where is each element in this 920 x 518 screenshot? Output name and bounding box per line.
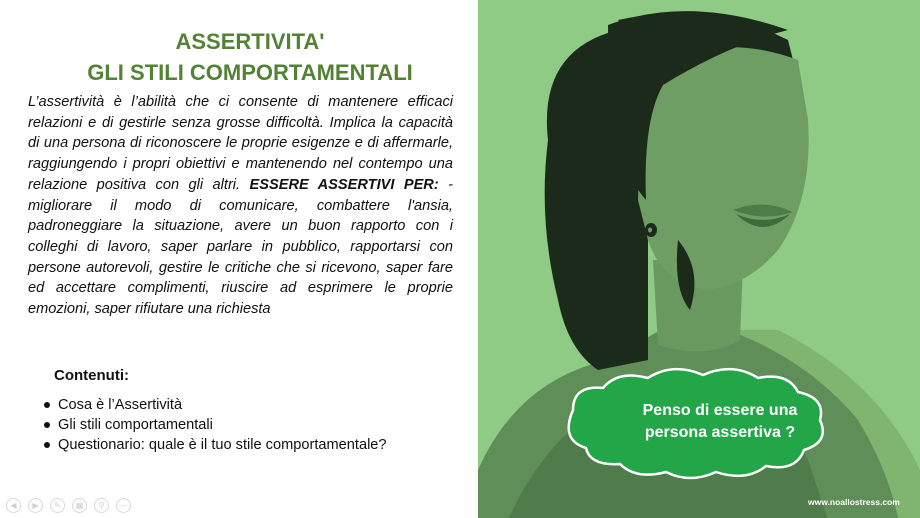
slide-title: ASSERTIVITA' (175, 29, 325, 54)
intro-text: L’assertività è l’abilità che ci consente di mantenere efficaci relazioni e di gestirle senza grosse difficoltà. Implica la capacità di una persona di riconoscere le proprie esigenze e di affermarle, raggiungendo i propri obiettivi e mantenendo nel contempo una relazione positiva con gli altri. (28, 94, 453, 193)
next-icon[interactable]: ▶ (28, 498, 43, 513)
contents-label: Contenuti: (54, 367, 129, 384)
benefits-text: - migliorare il modo di comunicare, combattere l'ansia, padroneggiare la situazione, avere un buon rapporto con i colleghi di lavoro, saper parlare in pubblico, rapportarsi con persone autorevoli, gestire le critiche che si ricevono, saper fare ed accettare complimenti, riuscire ad esprimere le proprie emozioni, saper rifiutare una richiesta (28, 176, 454, 318)
body-paragraph (28, 92, 453, 320)
pen-icon[interactable]: ✎ (50, 498, 65, 513)
slides-icon[interactable]: ▦ (72, 498, 87, 513)
emphasis-text: ESSERE ASSERTIVI PER: (249, 176, 439, 193)
bubble-line: persona assertiva ? (644, 424, 796, 441)
contents-list (40, 395, 387, 455)
bubble-line: Penso di essere una (642, 402, 798, 419)
slide-subtitle: GLI STILI COMPORTAMENTALI (87, 60, 413, 85)
slideshow-toolbar (6, 498, 131, 513)
zoom-icon[interactable]: ⚲ (94, 498, 109, 513)
previous-icon[interactable]: ◀ (6, 498, 21, 513)
list-item: Cosa è l’Assertività (40, 395, 387, 415)
list-item: Questionario: quale è il tuo stile comportamentale? (40, 435, 387, 455)
list-item: Gli stili comportamentali (40, 415, 387, 435)
thought-bubble-text (600, 400, 840, 444)
credit-link[interactable]: www.noallostress.com (808, 497, 900, 507)
more-icon[interactable]: ⋯ (116, 498, 131, 513)
